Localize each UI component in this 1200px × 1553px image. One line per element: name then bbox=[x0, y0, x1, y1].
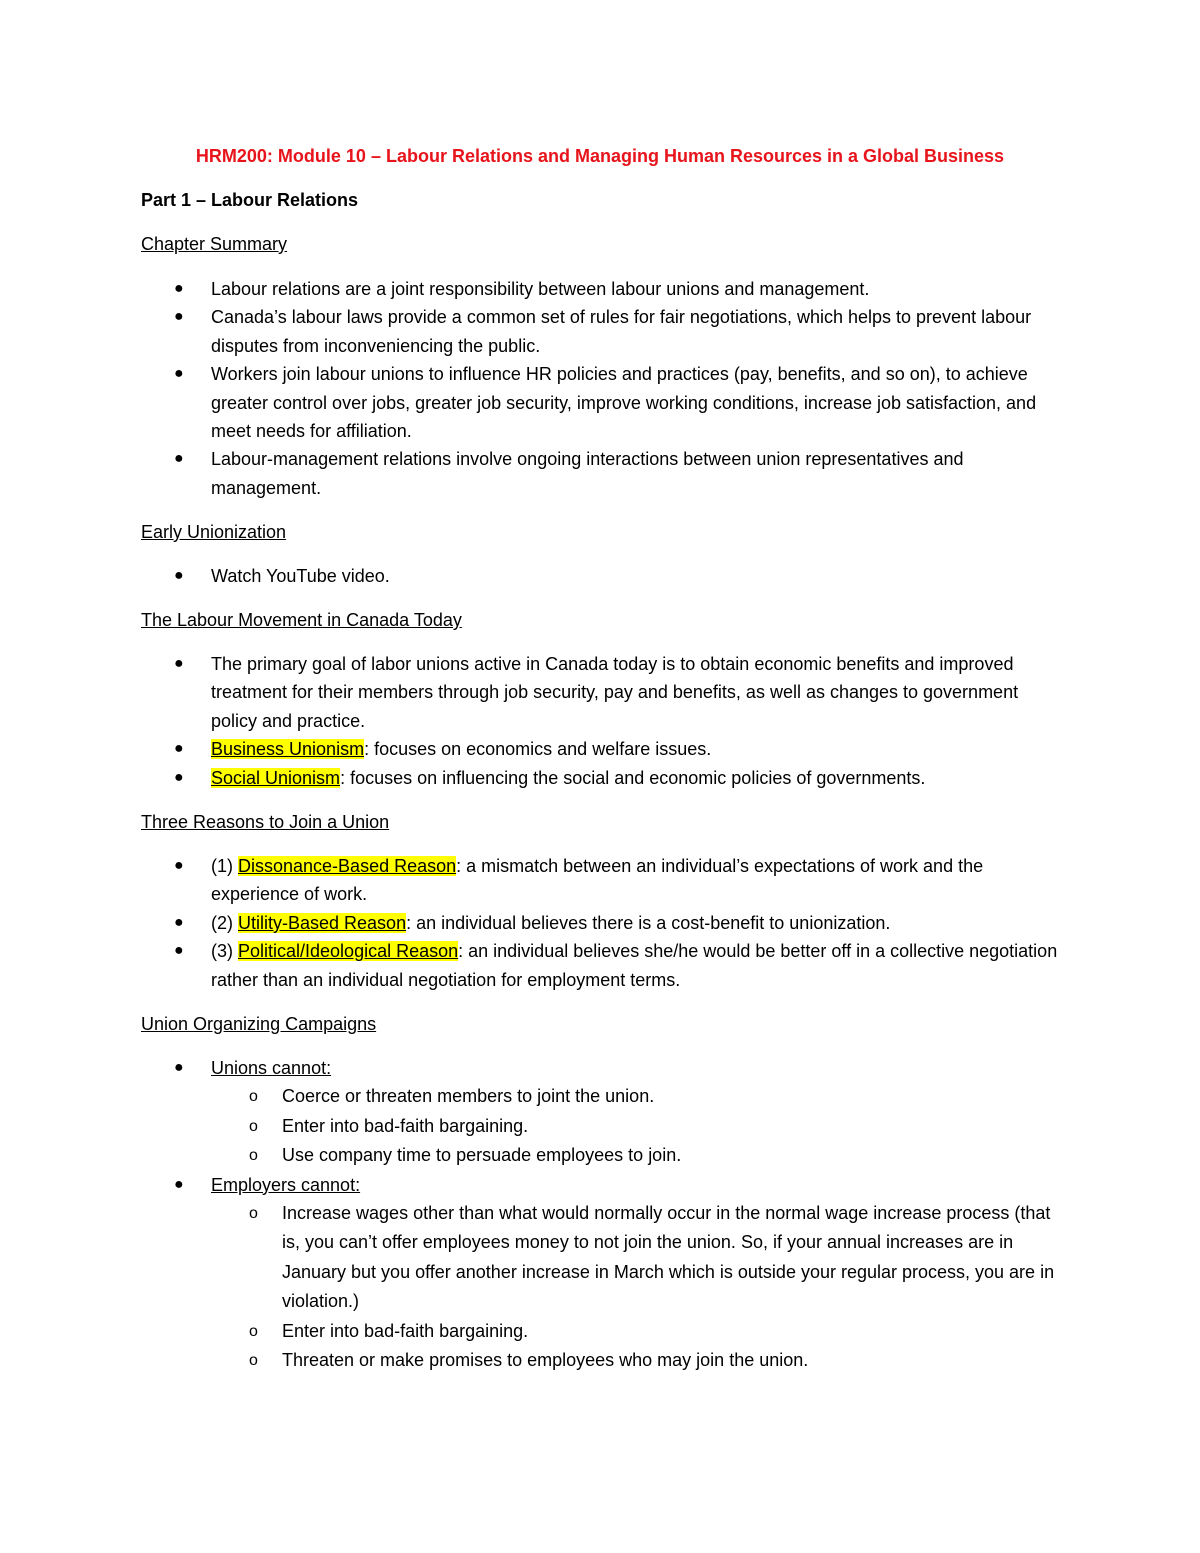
list-item bbox=[0, 562, 1061, 590]
list-item bbox=[0, 735, 1061, 763]
list-item-text: Labour-management relations involve ongoing interactions between union representatives and management. bbox=[211, 449, 964, 498]
unions-cannot-label: Unions cannot: bbox=[211, 1058, 332, 1078]
list-item bbox=[0, 937, 1061, 994]
list-item bbox=[0, 1171, 1061, 1376]
list-item bbox=[0, 1054, 1061, 1171]
bullet-icon: ● bbox=[174, 655, 184, 672]
highlighted-term: Social Unionism bbox=[211, 767, 341, 788]
sub-bullet-icon: o bbox=[249, 1322, 258, 1340]
early-unionization-list bbox=[0, 562, 1061, 590]
reason-number: (3) bbox=[211, 941, 238, 962]
highlighted-term: Business Unionism bbox=[211, 739, 365, 760]
bullet-icon: ● bbox=[174, 740, 184, 758]
employers-cannot-list bbox=[211, 1199, 1061, 1375]
list-item-text: : focuses on economics and welfare issues. bbox=[364, 739, 712, 760]
sub-list-item bbox=[211, 1346, 1057, 1375]
list-item bbox=[0, 360, 1061, 445]
section-heading-organizing: Union Organizing Campaigns bbox=[141, 1014, 377, 1034]
section-heading-labour-movement: The Labour Movement in Canada Today bbox=[141, 610, 462, 630]
sub-bullet-icon: o bbox=[249, 1352, 258, 1370]
sub-list-item bbox=[211, 1141, 1057, 1170]
highlighted-term: Utility-Based Reason bbox=[238, 912, 407, 933]
sub-list-item bbox=[211, 1199, 1057, 1317]
list-item-text: : a mismatch between an individual’s expectations of work and the experience of work. bbox=[211, 856, 984, 905]
bullet-icon: ● bbox=[174, 1059, 184, 1076]
sub-bullet-icon: o bbox=[249, 1088, 258, 1106]
section-heading-early-unionization: Early Unionization bbox=[141, 522, 287, 542]
sub-list-item-text: Use company time to persuade employees to join. bbox=[282, 1145, 682, 1166]
section-heading-three-reasons: Three Reasons to Join a Union bbox=[141, 812, 390, 832]
list-item-text: Workers join labour unions to influence HR policies and practices (pay, benefits, and so on), to achieve greater control over jobs, greater job security, improve working conditions, increase job satisfaction, and meet needs for affiliation. bbox=[211, 364, 1037, 442]
list-item-text: : an individual believes there is a cost-benefit to unionization. bbox=[406, 912, 891, 933]
list-item bbox=[0, 445, 1061, 502]
chapter-summary-list bbox=[0, 275, 1061, 502]
list-item-text: : an individual believes she/he would be better off in a collective negotiation rather than an individual negotiation for employment terms. bbox=[211, 941, 1058, 990]
bullet-icon: ● bbox=[174, 365, 184, 383]
document-title: HRM200: Module 10 – Labour Relations and Managing Human Resources in a Global Business bbox=[195, 146, 1005, 166]
unions-cannot-list bbox=[211, 1082, 1061, 1170]
bullet-icon: ● bbox=[174, 857, 184, 874]
list-item bbox=[0, 275, 1061, 303]
list-item-text: The primary goal of labor unions active in Canada today is to obtain economic benefits and improved treatment for their members through job security, pay and benefits, as well as changes to government policy and practice. bbox=[211, 654, 1019, 731]
list-item-text: Watch YouTube video. bbox=[211, 566, 390, 586]
list-item-text: : focuses on influencing the social and economic policies of governments. bbox=[340, 767, 926, 788]
bullet-icon: ● bbox=[174, 280, 184, 297]
list-item bbox=[0, 303, 1061, 360]
bullet-icon: ● bbox=[174, 913, 184, 931]
three-reasons-list bbox=[0, 852, 1061, 994]
sub-list-item-text: Increase wages other than what would normally occur in the normal wage increase process (that is, you can’t offer employees money to not join the union. So, if your annual increases are in January but you offer another increase in March which is outside your regular process, you are in violation.) bbox=[282, 1203, 1055, 1312]
sub-list-item-text: Enter into bad-faith bargaining. bbox=[282, 1115, 529, 1136]
bullet-icon: ● bbox=[174, 450, 184, 468]
bullet-icon: ● bbox=[174, 768, 184, 786]
part-heading: Part 1 – Labour Relations bbox=[141, 190, 359, 210]
list-item-text: Canada’s labour laws provide a common set of rules for fair negotiations, which helps to prevent labour disputes from inconveniencing the public. bbox=[211, 307, 1032, 356]
sub-list-item bbox=[211, 1112, 1057, 1141]
organizing-list bbox=[0, 1054, 1061, 1375]
reason-number: (2) bbox=[211, 912, 238, 933]
sub-list-item-text: Coerce or threaten members to joint the union. bbox=[282, 1086, 655, 1107]
bullet-icon: ● bbox=[174, 942, 184, 960]
labour-movement-list bbox=[0, 650, 1061, 792]
sub-list-item-text: Enter into bad-faith bargaining. bbox=[282, 1320, 529, 1341]
bullet-icon: ● bbox=[174, 567, 184, 584]
bullet-icon: ● bbox=[174, 1175, 184, 1193]
list-item bbox=[0, 852, 1061, 909]
highlighted-term: Political/Ideological Reason bbox=[238, 941, 459, 962]
sub-bullet-icon: o bbox=[249, 1205, 258, 1223]
sub-list-item bbox=[211, 1317, 1057, 1346]
sub-bullet-icon: o bbox=[249, 1147, 258, 1165]
employers-cannot-label: Employers cannot: bbox=[211, 1174, 361, 1195]
bullet-icon: ● bbox=[174, 308, 184, 326]
list-item bbox=[0, 650, 1061, 735]
reason-number: (1) bbox=[211, 856, 238, 876]
sub-list-item bbox=[211, 1082, 1057, 1111]
sub-list-item-text: Threaten or make promises to employees who may join the union. bbox=[282, 1350, 809, 1371]
highlighted-term: Dissonance-Based Reason bbox=[238, 856, 457, 876]
list-item-text: Labour relations are a joint responsibility between labour unions and management. bbox=[211, 279, 870, 299]
list-item bbox=[0, 764, 1061, 792]
section-heading-chapter-summary: Chapter Summary bbox=[141, 234, 288, 254]
sub-bullet-icon: o bbox=[249, 1117, 258, 1135]
list-item bbox=[0, 909, 1061, 937]
